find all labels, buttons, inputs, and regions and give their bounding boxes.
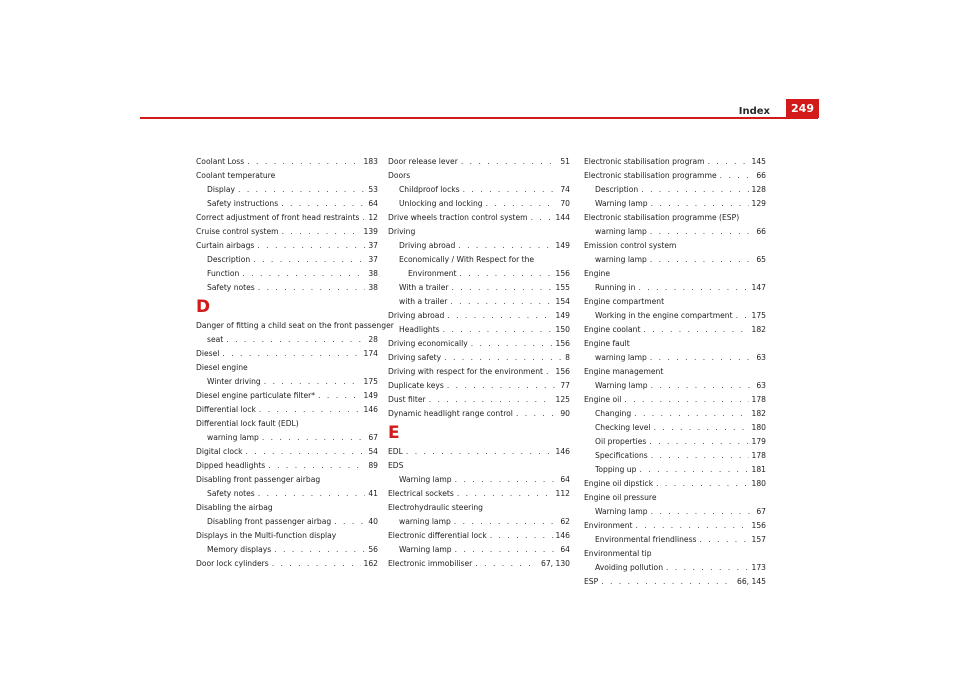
index-subentry bbox=[584, 407, 766, 421]
index-entry bbox=[584, 155, 766, 169]
entry-term: Coolant Loss bbox=[196, 157, 245, 166]
index-subentry bbox=[584, 281, 766, 295]
entry-term: Safety notes bbox=[207, 489, 255, 498]
dot-leader bbox=[253, 253, 365, 267]
index-subentry bbox=[584, 533, 766, 547]
index-subentry bbox=[388, 515, 570, 529]
entry-page-ref: 53 bbox=[368, 185, 378, 194]
dot-leader bbox=[246, 445, 366, 459]
dot-leader bbox=[651, 197, 749, 211]
entry-term: Dynamic headlight range control bbox=[388, 409, 513, 418]
index-subentry bbox=[388, 239, 570, 253]
entry-page-ref: 65 bbox=[756, 255, 766, 264]
index-heading: Emission control system bbox=[584, 241, 677, 250]
entry-term: Cruise control system bbox=[196, 227, 279, 236]
entry-term: Description bbox=[595, 185, 639, 194]
dot-leader bbox=[226, 333, 365, 347]
entry-term: Correct adjustment of front head restraints bbox=[196, 213, 360, 222]
entry-term: Function bbox=[207, 269, 240, 278]
dot-leader bbox=[334, 515, 365, 529]
entry-term: Electronic stabilisation program bbox=[584, 157, 705, 166]
entry-page-ref: 8 bbox=[565, 353, 570, 362]
dot-leader bbox=[651, 449, 749, 463]
entry-page-ref: 144 bbox=[555, 213, 570, 222]
entry-term: Avoiding pollution bbox=[595, 563, 664, 572]
entry-page-ref: 64 bbox=[560, 475, 570, 484]
entry-term: EDL bbox=[388, 447, 403, 456]
index-subentry bbox=[584, 309, 766, 323]
index-heading: Engine compartment bbox=[584, 297, 665, 306]
index-section-letter: E bbox=[388, 423, 400, 443]
entry-page-ref: 66 bbox=[756, 171, 766, 180]
index-subentry bbox=[196, 253, 378, 267]
index-subentry bbox=[196, 281, 378, 295]
entry-term: Environment bbox=[408, 269, 457, 278]
dot-leader bbox=[258, 281, 366, 295]
dot-leader bbox=[458, 239, 552, 253]
entry-term: With a trailer bbox=[399, 283, 449, 292]
index-entry bbox=[584, 575, 766, 589]
index-subentry bbox=[388, 543, 570, 557]
index-entry bbox=[388, 379, 570, 393]
index-entry bbox=[388, 445, 570, 459]
index-heading: Engine oil pressure bbox=[584, 493, 657, 502]
entry-term: Warning lamp bbox=[595, 507, 648, 516]
entry-page-ref: 67 bbox=[368, 433, 378, 442]
dot-leader bbox=[651, 505, 754, 519]
index-entry bbox=[196, 445, 378, 459]
index-heading: Engine bbox=[584, 269, 611, 278]
entry-term: Diesel engine particulate filter* bbox=[196, 391, 316, 400]
entry-term: Changing bbox=[595, 409, 632, 418]
entry-page-ref: 41 bbox=[368, 489, 378, 498]
index-entry bbox=[196, 389, 378, 403]
entry-term: Diesel bbox=[196, 349, 220, 358]
dot-leader bbox=[708, 155, 749, 169]
dot-leader bbox=[636, 519, 749, 533]
entry-page-ref: 38 bbox=[368, 283, 378, 292]
index-entry bbox=[196, 557, 378, 571]
index-subentry bbox=[584, 351, 766, 365]
index-subentry bbox=[584, 463, 766, 477]
entry-term: Engine oil bbox=[584, 395, 622, 404]
entry-term: Curtain airbags bbox=[196, 241, 255, 250]
entry-page-ref: 139 bbox=[363, 227, 378, 236]
entry-term: Headlights bbox=[399, 325, 440, 334]
dot-leader bbox=[471, 337, 553, 351]
index-heading: Danger of fitting a child seat on the front passenger bbox=[196, 321, 394, 330]
entry-page-ref: 182 bbox=[751, 409, 766, 418]
entry-page-ref: 175 bbox=[363, 377, 378, 386]
index-heading: Disabling the airbag bbox=[196, 503, 273, 512]
dot-leader bbox=[634, 407, 748, 421]
entry-page-ref: 157 bbox=[751, 535, 766, 544]
index-column-1 bbox=[196, 155, 394, 571]
index-entry bbox=[388, 351, 570, 365]
entry-term: with a trailer bbox=[399, 297, 448, 306]
dot-leader bbox=[455, 543, 558, 557]
dot-leader bbox=[363, 211, 366, 225]
entry-term: warning lamp bbox=[595, 227, 647, 236]
entry-page-ref: 63 bbox=[756, 353, 766, 362]
entry-page-ref: 112 bbox=[555, 489, 570, 498]
dot-leader bbox=[444, 351, 562, 365]
entry-term: ESP bbox=[584, 577, 599, 586]
index-heading: Doors bbox=[388, 171, 411, 180]
dot-leader bbox=[461, 155, 557, 169]
dot-leader bbox=[262, 431, 366, 445]
dot-leader bbox=[457, 487, 553, 501]
entry-page-ref: 156 bbox=[555, 367, 570, 376]
index-subentry bbox=[196, 543, 378, 557]
entry-page-ref: 162 bbox=[363, 559, 378, 568]
index-subentry bbox=[388, 183, 570, 197]
entry-term: Door release lever bbox=[388, 157, 458, 166]
entry-term: Digital clock bbox=[196, 447, 243, 456]
dot-leader bbox=[463, 183, 558, 197]
entry-term: Display bbox=[207, 185, 235, 194]
entry-page-ref: 156 bbox=[751, 521, 766, 530]
dot-leader bbox=[639, 463, 748, 477]
index-entry bbox=[388, 337, 570, 351]
entry-page-ref: 66 bbox=[756, 227, 766, 236]
entry-term: Specifications bbox=[595, 451, 648, 460]
index-heading: Environmental tip bbox=[584, 549, 652, 558]
entry-term: Warning lamp bbox=[595, 199, 648, 208]
index-entry bbox=[388, 309, 570, 323]
entry-page-ref: 56 bbox=[368, 545, 378, 554]
entry-term: Safety notes bbox=[207, 283, 255, 292]
entry-term: Oil properties bbox=[595, 437, 647, 446]
index-subentry bbox=[584, 421, 766, 435]
entry-page-ref: 174 bbox=[363, 349, 378, 358]
header-rule bbox=[140, 117, 818, 119]
dot-leader bbox=[700, 533, 749, 547]
entry-term: Dipped headlights bbox=[196, 461, 266, 470]
index-entry bbox=[584, 169, 766, 183]
index-subentry bbox=[584, 435, 766, 449]
entry-page-ref: 37 bbox=[368, 241, 378, 250]
entry-page-ref: 154 bbox=[555, 297, 570, 306]
index-heading: EDS bbox=[388, 461, 404, 470]
entry-term: Electronic stabilisation programme bbox=[584, 171, 717, 180]
entry-page-ref: 146 bbox=[555, 447, 570, 456]
entry-page-ref: 146 bbox=[555, 531, 570, 540]
dot-leader bbox=[258, 487, 366, 501]
entry-term: Dust filter bbox=[388, 395, 426, 404]
dot-leader bbox=[318, 389, 360, 403]
dot-leader bbox=[475, 557, 538, 571]
index-heading: Driving bbox=[388, 227, 416, 236]
entry-page-ref: 12 bbox=[368, 213, 378, 222]
entry-term: Warning lamp bbox=[399, 545, 452, 554]
entry-term: warning lamp bbox=[595, 255, 647, 264]
index-subentry bbox=[388, 267, 570, 281]
dot-leader bbox=[460, 267, 553, 281]
entry-term: Disabling front passenger airbag bbox=[207, 517, 332, 526]
index-entry bbox=[196, 239, 378, 253]
entry-term: Childproof locks bbox=[399, 185, 460, 194]
entry-term: Electronic differential lock bbox=[388, 531, 487, 540]
section-title: Index bbox=[738, 106, 770, 117]
entry-page-ref: 37 bbox=[368, 255, 378, 264]
entry-page-ref: 173 bbox=[751, 563, 766, 572]
index-heading: Displays in the Multi-function display bbox=[196, 531, 337, 540]
entry-term: Running in bbox=[595, 283, 636, 292]
dot-leader bbox=[429, 393, 553, 407]
index-subentry bbox=[584, 253, 766, 267]
index-entry bbox=[196, 225, 378, 239]
entry-page-ref: 67 bbox=[756, 507, 766, 516]
index-subentry bbox=[196, 183, 378, 197]
dot-leader bbox=[272, 557, 361, 571]
dot-leader bbox=[649, 435, 748, 449]
index-heading: Electrohydraulic steering bbox=[388, 503, 483, 512]
entry-page-ref: 67, 130 bbox=[541, 559, 570, 568]
entry-term: Engine oil dipstick bbox=[584, 479, 654, 488]
dot-leader bbox=[238, 183, 365, 197]
dot-leader bbox=[641, 183, 748, 197]
index-entry bbox=[388, 529, 570, 543]
index-subentry bbox=[584, 449, 766, 463]
dot-leader bbox=[656, 477, 748, 491]
index-entry bbox=[196, 403, 378, 417]
dot-leader bbox=[268, 459, 365, 473]
entry-page-ref: 181 bbox=[751, 465, 766, 474]
index-subentry bbox=[388, 473, 570, 487]
dot-leader bbox=[624, 393, 748, 407]
entry-term: Winter driving bbox=[207, 377, 261, 386]
entry-term: Electronic immobiliser bbox=[388, 559, 473, 568]
dot-leader bbox=[447, 379, 557, 393]
entry-term: Environmental friendliness bbox=[595, 535, 697, 544]
dot-leader bbox=[650, 351, 754, 365]
entry-term: Electrical sockets bbox=[388, 489, 454, 498]
dot-leader bbox=[654, 421, 749, 435]
entry-page-ref: 28 bbox=[368, 335, 378, 344]
entry-page-ref: 63 bbox=[756, 381, 766, 390]
index-column-2 bbox=[388, 155, 570, 571]
entry-page-ref: 179 bbox=[751, 437, 766, 446]
index-heading: Engine fault bbox=[584, 339, 630, 348]
entry-page-ref: 90 bbox=[560, 409, 570, 418]
index-heading: Coolant temperature bbox=[196, 171, 276, 180]
entry-term: Checking level bbox=[595, 423, 651, 432]
dot-leader bbox=[452, 281, 553, 295]
index-entry bbox=[196, 459, 378, 473]
index-entry bbox=[388, 407, 570, 421]
entry-term: Door lock cylinders bbox=[196, 559, 269, 568]
entry-term: warning lamp bbox=[595, 353, 647, 362]
entry-term: Driving abroad bbox=[399, 241, 456, 250]
index-subentry bbox=[196, 431, 378, 445]
dot-leader bbox=[406, 445, 553, 459]
entry-term: Drive wheels traction control system bbox=[388, 213, 528, 222]
dot-leader bbox=[242, 267, 365, 281]
entry-term: Warning lamp bbox=[595, 381, 648, 390]
entry-page-ref: 147 bbox=[751, 283, 766, 292]
dot-leader bbox=[281, 197, 365, 211]
entry-page-ref: 38 bbox=[368, 269, 378, 278]
dot-leader bbox=[638, 281, 748, 295]
entry-page-ref: 64 bbox=[368, 199, 378, 208]
index-subheading: Economically / With Respect for the bbox=[399, 255, 535, 264]
dot-leader bbox=[247, 155, 360, 169]
entry-page-ref: 150 bbox=[555, 325, 570, 334]
dot-leader bbox=[643, 323, 748, 337]
dot-leader bbox=[450, 295, 552, 309]
index-subentry bbox=[584, 225, 766, 239]
index-entry bbox=[584, 323, 766, 337]
entry-page-ref: 89 bbox=[368, 461, 378, 470]
entry-page-ref: 178 bbox=[751, 451, 766, 460]
index-column-3 bbox=[584, 155, 766, 589]
index-subentry bbox=[196, 515, 378, 529]
entry-page-ref: 62 bbox=[560, 517, 570, 526]
entry-page-ref: 146 bbox=[363, 405, 378, 414]
entry-term: warning lamp bbox=[207, 433, 259, 442]
entry-term: Environment bbox=[584, 521, 633, 530]
entry-page-ref: 180 bbox=[751, 479, 766, 488]
index-subentry bbox=[388, 197, 570, 211]
index-entry bbox=[584, 519, 766, 533]
entry-term: Engine coolant bbox=[584, 325, 641, 334]
dot-leader bbox=[455, 473, 558, 487]
entry-page-ref: 156 bbox=[555, 339, 570, 348]
entry-page-ref: 149 bbox=[555, 241, 570, 250]
index-subentry bbox=[388, 295, 570, 309]
entry-term: Topping up bbox=[595, 465, 637, 474]
dot-leader bbox=[601, 575, 734, 589]
index-heading: Differential lock fault (EDL) bbox=[196, 419, 299, 428]
entry-term: Duplicate keys bbox=[388, 381, 444, 390]
index-subentry bbox=[196, 267, 378, 281]
dot-leader bbox=[282, 225, 361, 239]
dot-leader bbox=[274, 543, 365, 557]
entry-term: Safety instructions bbox=[207, 199, 279, 208]
dot-leader bbox=[651, 379, 754, 393]
index-entry bbox=[388, 557, 570, 571]
dot-leader bbox=[222, 347, 360, 361]
dot-leader bbox=[257, 239, 365, 253]
dot-leader bbox=[666, 561, 748, 575]
index-subentry bbox=[584, 379, 766, 393]
index-section-letter: D bbox=[196, 297, 211, 317]
entry-term: Driving economically bbox=[388, 339, 468, 348]
index-subentry bbox=[584, 505, 766, 519]
entry-page-ref: 180 bbox=[751, 423, 766, 432]
entry-term: Warning lamp bbox=[399, 475, 452, 484]
dot-leader bbox=[736, 309, 749, 323]
index-heading: Electronic stabilisation programme (ESP) bbox=[584, 213, 740, 222]
entry-page-ref: 54 bbox=[368, 447, 378, 456]
entry-term: Driving abroad bbox=[388, 311, 445, 320]
dot-leader bbox=[490, 529, 553, 543]
entry-page-ref: 128 bbox=[751, 185, 766, 194]
index-entry bbox=[584, 477, 766, 491]
entry-page-ref: 64 bbox=[560, 545, 570, 554]
index-subentry bbox=[584, 197, 766, 211]
dot-leader bbox=[516, 407, 557, 421]
dot-leader bbox=[531, 211, 553, 225]
entry-term: Working in the engine compartment bbox=[595, 311, 733, 320]
index-entry bbox=[196, 155, 378, 169]
entry-term: seat bbox=[207, 335, 224, 344]
entry-page-ref: 149 bbox=[363, 391, 378, 400]
entry-page-ref: 149 bbox=[555, 311, 570, 320]
dot-leader bbox=[720, 169, 754, 183]
page-number-badge: 249 bbox=[786, 99, 819, 118]
index-entry bbox=[388, 487, 570, 501]
dot-leader bbox=[486, 197, 558, 211]
entry-page-ref: 74 bbox=[560, 185, 570, 194]
dot-leader bbox=[264, 375, 361, 389]
index-heading: Disabling front passenger airbag bbox=[196, 475, 321, 484]
dot-leader bbox=[454, 515, 558, 529]
entry-page-ref: 125 bbox=[555, 395, 570, 404]
index-entry bbox=[388, 393, 570, 407]
entry-page-ref: 51 bbox=[560, 157, 570, 166]
entry-page-ref: 129 bbox=[751, 199, 766, 208]
index-subentry bbox=[196, 197, 378, 211]
index-subentry bbox=[196, 487, 378, 501]
entry-page-ref: 66, 145 bbox=[737, 577, 766, 586]
entry-page-ref: 175 bbox=[751, 311, 766, 320]
index-subentry bbox=[196, 333, 378, 347]
index-entry bbox=[196, 347, 378, 361]
index-subentry bbox=[584, 561, 766, 575]
index-entry bbox=[584, 393, 766, 407]
entry-term: Driving safety bbox=[388, 353, 442, 362]
entry-term: Differential lock bbox=[196, 405, 256, 414]
entry-page-ref: 70 bbox=[560, 199, 570, 208]
entry-page-ref: 155 bbox=[555, 283, 570, 292]
entry-page-ref: 77 bbox=[560, 381, 570, 390]
entry-page-ref: 182 bbox=[751, 325, 766, 334]
index-heading: Diesel engine bbox=[196, 363, 248, 372]
entry-term: Unlocking and locking bbox=[399, 199, 483, 208]
index-subentry bbox=[196, 375, 378, 389]
entry-term: Driving with respect for the environment bbox=[388, 367, 543, 376]
entry-page-ref: 145 bbox=[751, 157, 766, 166]
entry-term: warning lamp bbox=[399, 517, 451, 526]
entry-page-ref: 40 bbox=[368, 517, 378, 526]
entry-page-ref: 156 bbox=[555, 269, 570, 278]
dot-leader bbox=[546, 365, 553, 379]
index-subentry bbox=[388, 323, 570, 337]
dot-leader bbox=[443, 323, 553, 337]
dot-leader bbox=[447, 309, 552, 323]
entry-page-ref: 183 bbox=[363, 157, 378, 166]
dot-leader bbox=[650, 225, 754, 239]
index-entry bbox=[196, 211, 378, 225]
dot-leader bbox=[259, 403, 361, 417]
index-subentry bbox=[388, 281, 570, 295]
index-entry bbox=[388, 211, 570, 225]
index-heading: Engine management bbox=[584, 367, 664, 376]
index-entry bbox=[388, 365, 570, 379]
index-entry bbox=[388, 155, 570, 169]
entry-term: Memory displays bbox=[207, 545, 272, 554]
entry-term: Description bbox=[207, 255, 251, 264]
dot-leader bbox=[650, 253, 754, 267]
index-subentry bbox=[584, 183, 766, 197]
entry-page-ref: 178 bbox=[751, 395, 766, 404]
